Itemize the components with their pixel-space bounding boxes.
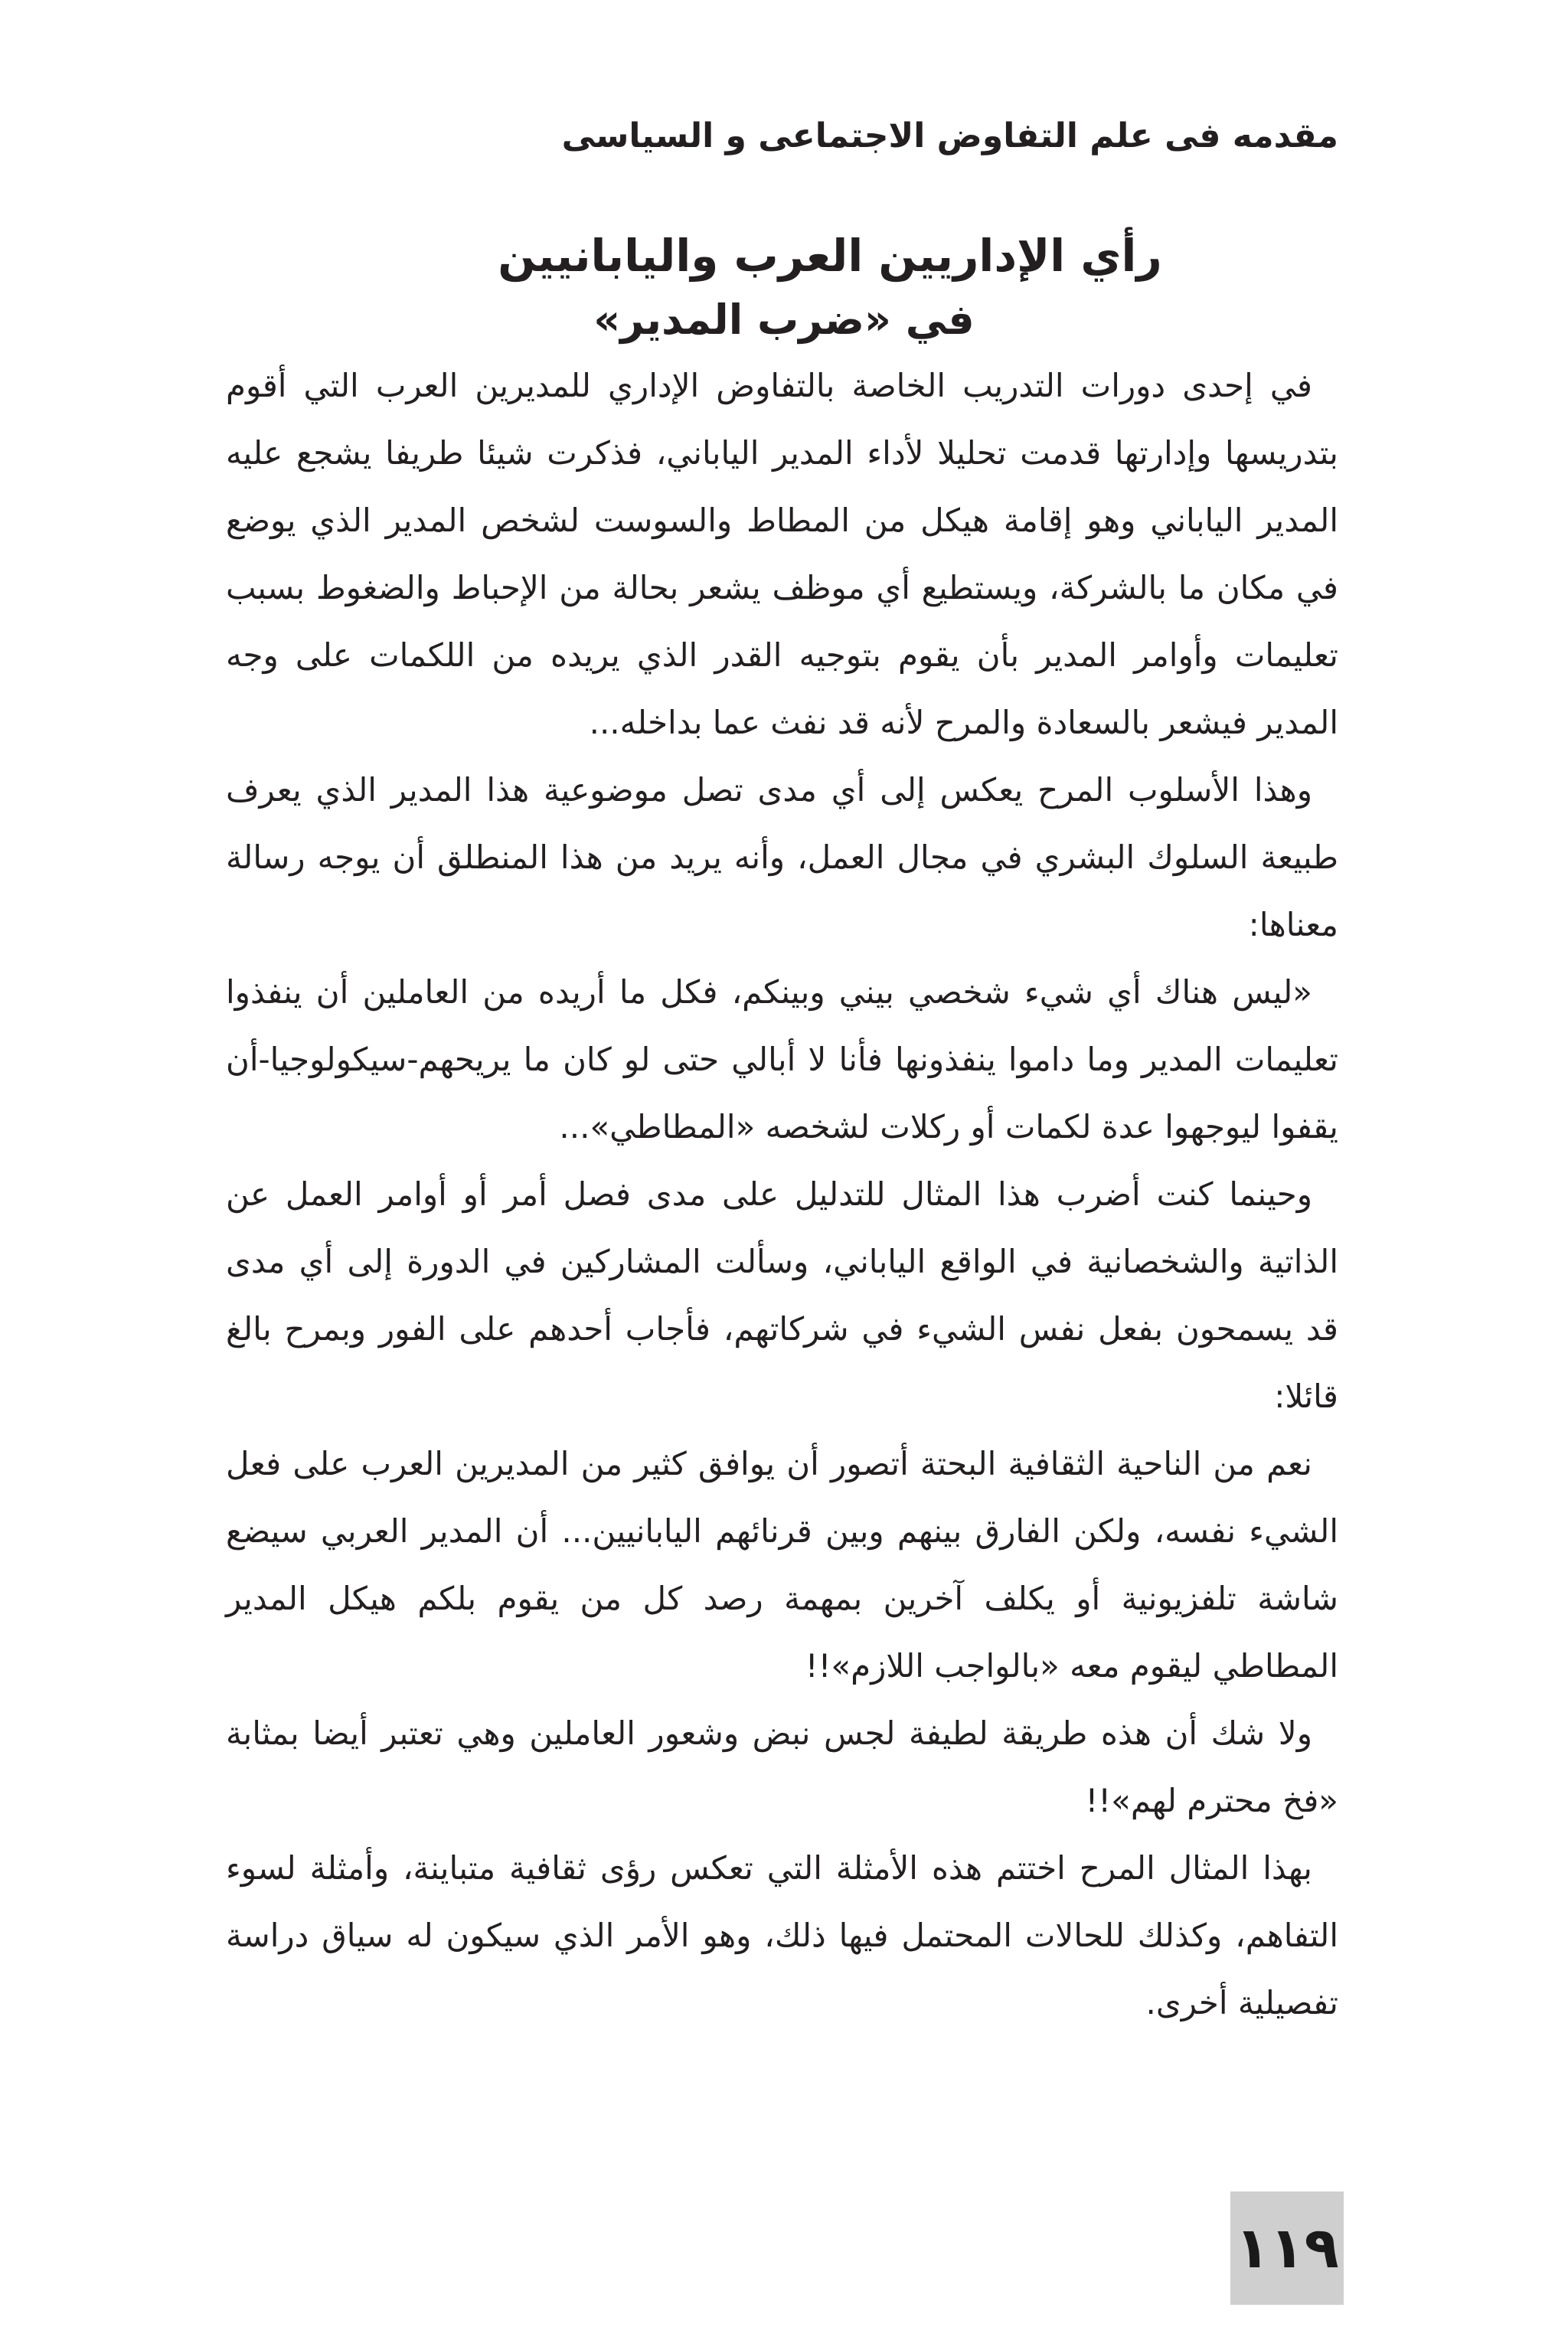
running-header: مقدمه فى علم التفاوض الاجتماعى و السياسى	[561, 116, 1338, 155]
section-title	[0, 224, 1568, 352]
paragraph-quote: «ليس هناك أي شيء شخصي بيني وبينكم، فكل ما أريده من العاملين أن ينفذوا تعليمات المدير وما داموا ينفذونها فأنا لا أبالي حتى لو كان ما يريحهم-سيكولوجيا-أن يقفوا ليوجهوا عدة لكمات أو ركلات لشخصه «المطاطي»...	[226, 973, 1338, 1146]
body-text	[226, 352, 1338, 2037]
paragraph: بهذا المثال المرح اختتم هذه الأمثلة التي تعكس رؤى ثقافية متباينة، وأمثلة لسوء التفاهم، وكذلك للحالات المحتمل فيها ذلك، وهو الأمر الذي سيكون له سياق دراسة تفصيلية أخرى.	[226, 1849, 1338, 2022]
paragraph: نعم من الناحية الثقافية البحتة أتصور أن يوافق كثير من المديرين العرب على فعل الشيء نفسه، ولكن الفارق بينهم وبين قرنائهم اليابانيين... أن المدير العربي سيضع شاشة تلفزيونية أو يكلف آخرين بمهمة رصد كل من يقوم بلكم هيكل المدير المطاطي ليقوم معه «بالواجب اللازم»!!	[226, 1445, 1338, 1685]
paragraph: ولا شك أن هذه طريقة لطيفة لجس نبض وشعور العاملين وهي تعتبر أيضا بمثابة «فخ محترم لهم»!!	[226, 1714, 1338, 1819]
section-title-line-1: رأي الإداريين العرب واليابانيين	[498, 230, 1162, 282]
section-title-line-2: في «ضرب المدير»	[593, 296, 975, 344]
page-number: ١١٩	[1235, 2215, 1339, 2281]
page-number-box	[1230, 2191, 1344, 2305]
paragraph: وهذا الأسلوب المرح يعكس إلى أي مدى تصل موضوعية هذا المدير الذي يعرف طبيعة السلوك البشري في مجال العمل، وأنه يريد من هذا المنطلق أن يوجه رسالة معناها:	[226, 771, 1338, 943]
paragraph: وحينما كنت أضرب هذا المثال للتدليل على مدى فصل أمر أو أوامر العمل عن الذاتية والشخصانية في الواقع الياباني، وسألت المشاركين في الدورة إلى أي مدى قد يسمحون بفعل نفس الشيء في شركاتهم، فأجاب أحدهم على الفور وبمرح بالغ قائلا:	[226, 1175, 1338, 1415]
paragraph: في إحدى دورات التدريب الخاصة بالتفاوض الإداري للمديرين العرب التي أقوم بتدريسها وإدارتها قدمت تحليلا لأداء المدير الياباني، فذكرت شيئا طريفا يشجع عليه المدير الياباني وهو إقامة هيكل من المطاط والسوست لشخص المدير الذي يوضع في مكان ما بالشركة، ويستطيع أي موظف يشعر بحالة من الإحباط والضغوط بسبب تعليمات وأوامر المدير بأن يقوم بتوجيه القدر الذي يريده من اللكمات على وجه المدير فيشعر بالسعادة والمرح لأنه قد نفث عما بداخله...	[226, 367, 1338, 741]
